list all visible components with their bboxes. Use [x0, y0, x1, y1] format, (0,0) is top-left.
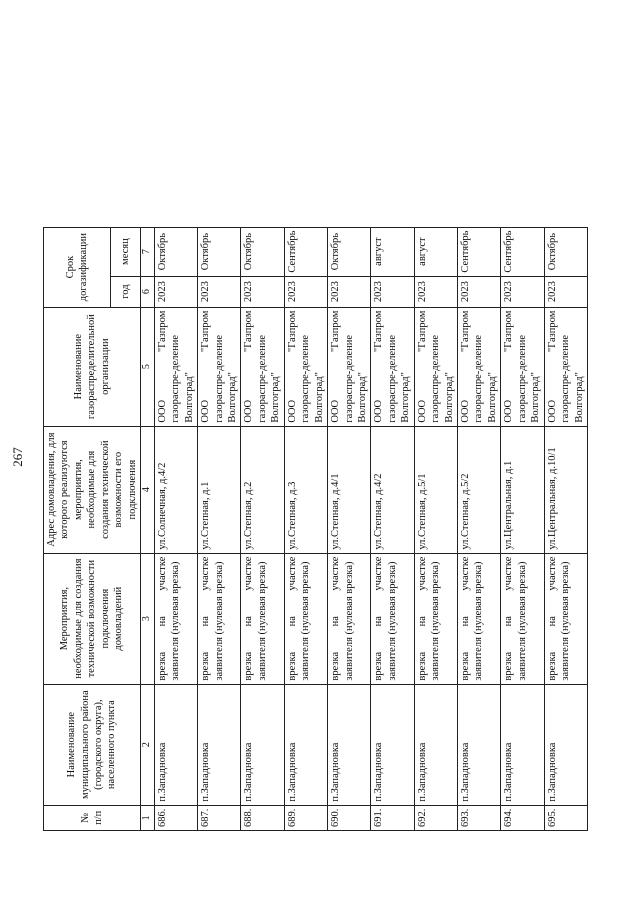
organization-name: ООО "Газпром газораспре-деление Волгоград" — [241, 307, 284, 426]
organization-name: ООО "Газпром газораспре-деление Волгоград" — [501, 307, 544, 426]
organization-name: ООО "Газпром газораспре-деление Волгоград" — [544, 307, 587, 426]
address-text: ул.Степная, д.4/2 — [371, 426, 414, 553]
term-month: Октябрь — [154, 227, 197, 276]
term-year: 2023 — [501, 276, 544, 307]
address-text: ул.Степная, д.3 — [284, 426, 327, 553]
term-year: 2023 — [371, 276, 414, 307]
row-number: 689. — [284, 805, 327, 830]
settlement-name: п.Западновка — [458, 684, 501, 805]
address-text: ул.Степная, д.5/1 — [414, 426, 457, 553]
header-district: Наименование муниципального района (городского округа), населенного пункта — [44, 684, 141, 805]
table-row — [414, 227, 457, 830]
table-row — [284, 227, 327, 830]
row-number: 693. — [458, 805, 501, 830]
term-month: август — [371, 227, 414, 276]
table-row — [198, 227, 241, 830]
address-text: ул.Степная, д.4/1 — [328, 426, 371, 553]
settlement-name: п.Западновка — [328, 684, 371, 805]
measure-text: врезка на участке заявителя (нулевая врезка) — [154, 553, 197, 684]
table-row — [371, 227, 414, 830]
term-year: 2023 — [284, 276, 327, 307]
measure-text: врезка на участке заявителя (нулевая врезка) — [241, 553, 284, 684]
address-text: ул.Степная, д.5/2 — [458, 426, 501, 553]
measure-text: врезка на участке заявителя (нулевая врезка) — [198, 553, 241, 684]
term-month: Сентябрь — [284, 227, 327, 276]
settlement-name: п.Западновка — [414, 684, 457, 805]
table-row — [154, 227, 197, 830]
organization-name: ООО "Газпром газораспре-деление Волгоград" — [414, 307, 457, 426]
table-row — [458, 227, 501, 830]
row-number: 686. — [154, 805, 197, 830]
term-month: Октябрь — [544, 227, 587, 276]
measure-text: врезка на участке заявителя (нулевая врезка) — [284, 553, 327, 684]
settlement-name: п.Западновка — [198, 684, 241, 805]
measure-text: врезка на участке заявителя (нулевая врезка) — [371, 553, 414, 684]
header-term: Срок догазификации — [44, 227, 111, 307]
header-month: месяц — [110, 227, 140, 276]
measure-text: врезка на участке заявителя (нулевая врезка) — [414, 553, 457, 684]
gasification-table — [43, 227, 588, 831]
table-row — [328, 227, 371, 830]
table-header — [44, 227, 141, 830]
term-year: 2023 — [328, 276, 371, 307]
term-month: Октябрь — [198, 227, 241, 276]
table-row — [501, 227, 544, 830]
organization-name: ООО "Газпром газораспре-деление Волгоград" — [154, 307, 197, 426]
column-number: 3 — [141, 553, 155, 684]
organization-name: ООО "Газпром газораспре-деление Волгоград" — [328, 307, 371, 426]
term-month: август — [414, 227, 457, 276]
term-year: 2023 — [241, 276, 284, 307]
organization-name: ООО "Газпром газораспре-деление Волгоград" — [284, 307, 327, 426]
row-number: 690. — [328, 805, 371, 830]
column-number-row — [141, 227, 155, 830]
settlement-name: п.Западновка — [241, 684, 284, 805]
column-number: 2 — [141, 684, 155, 805]
term-year: 2023 — [154, 276, 197, 307]
row-number: 694. — [501, 805, 544, 830]
row-number: 687. — [198, 805, 241, 830]
header-measures: Мероприятия, необходимые для создания технической возможности подключения домовладений — [44, 553, 141, 684]
term-year: 2023 — [544, 276, 587, 307]
column-number: 7 — [141, 227, 155, 276]
row-number: 695. — [544, 805, 587, 830]
table-body — [141, 227, 588, 830]
address-text: ул.Степная, д.2 — [241, 426, 284, 553]
term-month: Сентябрь — [501, 227, 544, 276]
header-year: год — [110, 276, 140, 307]
column-number: 1 — [141, 805, 155, 830]
settlement-name: п.Западновка — [501, 684, 544, 805]
table-row — [544, 227, 587, 830]
term-year: 2023 — [198, 276, 241, 307]
row-number: 692. — [414, 805, 457, 830]
table-row — [241, 227, 284, 830]
address-text: ул.Центральная, д.1 — [501, 426, 544, 553]
column-number: 6 — [141, 276, 155, 307]
row-number: 691. — [371, 805, 414, 830]
settlement-name: п.Западновка — [544, 684, 587, 805]
term-month: Октябрь — [241, 227, 284, 276]
term-month: Октябрь — [328, 227, 371, 276]
settlement-name: п.Западновка — [154, 684, 197, 805]
measure-text: врезка на участке заявителя (нулевая врезка) — [328, 553, 371, 684]
settlement-name: п.Западновка — [371, 684, 414, 805]
settlement-name: п.Западновка — [284, 684, 327, 805]
header-org: Наименование газораспределительной организации — [44, 307, 141, 426]
address-text: ул.Солнечная, д.4/2 — [154, 426, 197, 553]
page-number: 267 — [10, 447, 25, 467]
organization-name: ООО "Газпром газораспре-деление Волгоград" — [458, 307, 501, 426]
column-number: 4 — [141, 426, 155, 553]
term-month: Сентябрь — [458, 227, 501, 276]
measure-text: врезка на участке заявителя (нулевая врезка) — [544, 553, 587, 684]
header-num: № п/п — [44, 805, 141, 830]
measure-text: врезка на участке заявителя (нулевая врезка) — [458, 553, 501, 684]
address-text: ул.Степная, д.1 — [198, 426, 241, 553]
row-number: 688. — [241, 805, 284, 830]
organization-name: ООО "Газпром газораспре-деление Волгоград" — [198, 307, 241, 426]
term-year: 2023 — [414, 276, 457, 307]
column-number: 5 — [141, 307, 155, 426]
term-year: 2023 — [458, 276, 501, 307]
measure-text: врезка на участке заявителя (нулевая врезка) — [501, 553, 544, 684]
organization-name: ООО "Газпром газораспре-деление Волгоград" — [371, 307, 414, 426]
header-address: Адрес домовладения, для которого реализуются мероприятия, необходимые для создания технической возможности его подключения — [44, 426, 141, 553]
address-text: ул.Центральная, д.10/1 — [544, 426, 587, 553]
